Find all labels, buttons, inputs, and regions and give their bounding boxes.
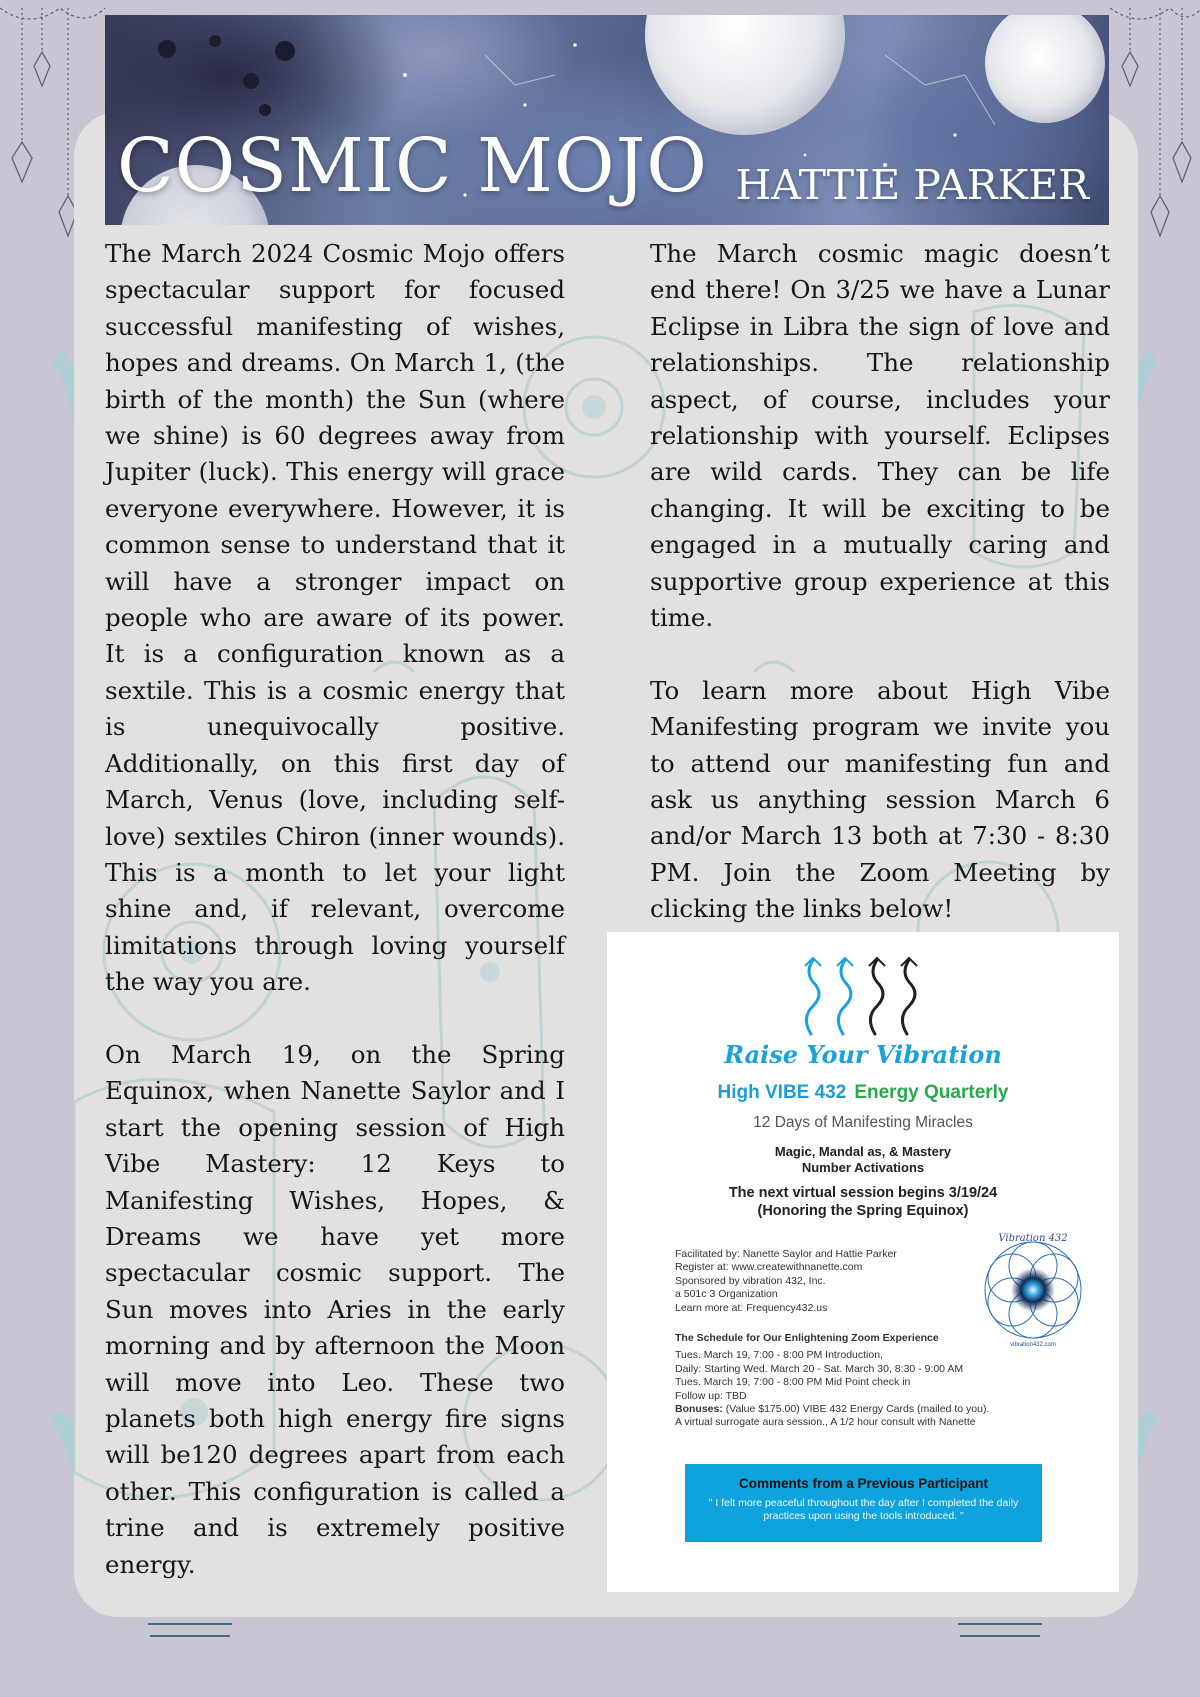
article-right-column <box>650 236 1110 928</box>
flyer-subtitle-2-line2: Number Activations <box>801 1160 925 1175</box>
article-left-column <box>105 236 565 1583</box>
moon-large-icon <box>645 15 845 135</box>
svg-text:Vibration 432: Vibration 432 <box>998 1233 1068 1244</box>
schedule-line: Daily: Starting Wed. March 20 - Sat. March 30, 8:30 - 9:00 AM <box>675 1362 964 1375</box>
flyer-subtitle: 12 Days of Manifesting Miracles <box>753 1114 973 1131</box>
flyer-headline <box>607 1082 1119 1104</box>
flyer-subtitle-2-line1: Magic, Mandal as, & Mastery <box>774 1144 952 1159</box>
event-flyer <box>607 932 1119 1592</box>
flyer-session-line1: The next virtual session begins 3/19/24 <box>728 1185 998 1201</box>
mandala-emblem-icon <box>973 1228 1093 1348</box>
author-name: HATTIE PARKER <box>735 161 1089 209</box>
schedule-title: The Schedule for Our Enlightening Zoom Experience <box>675 1332 939 1344</box>
bonuses-text: (Value $175.00) VIBE 432 Energy Cards (mailed to you). <box>722 1403 990 1416</box>
article-paragraph: The March 2024 Cosmic Mojo offers spectacular support for focused successful manifesting of wishes, hopes and dreams. On March 1, (the birth of the month) the Sun (where we shine) is 60 degrees away from Jupiter (luck). This energy will grace everyone everywhere. However, it is common sense to understand that it will have a stronger impact on people who are aware of its power. It is a configuration known as a sextile. This is a cosmic energy that is unequivocally positive. Additionally, on this first day of March, Venus (love, including self-love) sextiles Chiron (inner wounds). This is a month to let your light shine and, if relevant, overcome limitations through loving yourself the way you are. <box>105 239 565 997</box>
flyer-info-line: Facilitated by: Nanette Saylor and Hattie Parker <box>675 1248 897 1260</box>
flyer-info-block <box>675 1248 975 1315</box>
flyer-schedule <box>675 1332 1095 1430</box>
schedule-line: Tues. March 19, 7:00 - 8:00 PM Introduction, <box>675 1349 883 1362</box>
schedule-line: Follow up: TBD <box>675 1389 747 1402</box>
comments-title: Comments from a Previous Participant <box>738 1476 989 1491</box>
header-banner <box>105 15 1109 225</box>
flyer-tagline: Raise Your Vibration <box>724 1040 1002 1069</box>
flyer-info-line: Register at: www.createwithnanette.com <box>675 1261 863 1274</box>
flyer-info-line: a 501c 3 Organization <box>675 1288 778 1301</box>
page-title: COSMIC MOJO <box>117 123 708 209</box>
schedule-line: Tues. March 19, 7:00 - 8:00 PM Mid Point check in <box>675 1376 911 1389</box>
snake-icon <box>793 956 933 1036</box>
article-paragraph: On March 19, on the Spring Equinox, when Nanette Saylor and I start the opening session of High Vibe Mastery: 12 Keys to Manifesting Wishes, Hopes, & Dreams we have yet more spectacular cosmic support. The Sun moves into Aries in the early morning and by afternoon the Moon will move into Leo. These two planets both high energy fire signs will be120 degrees apart from each other. This configuration is called a trine and is extremely positive energy. <box>105 1039 565 1579</box>
flyer-subtitle-2 <box>607 1144 1119 1176</box>
bonuses-line <box>675 1403 1095 1416</box>
flyer-session-notice <box>607 1184 1119 1220</box>
svg-text:vibration432.com: vibration432.com <box>1010 1342 1056 1348</box>
article-paragraph: The March cosmic magic doesn’t end there! On 3/25 we have a Lunar Eclipse in Libra the sign of love and relationships. The relationship aspect, of course, includes your relationship with yourself. Eclipses are wild cards. They can be life changing. It will be exciting to be engaged in a mutually caring and supportive group experience at this time. <box>650 239 1110 633</box>
flyer-info-line: Learn more at: Frequency432.us <box>675 1301 828 1314</box>
flyer-headline-part1: High VIBE 432 <box>717 1082 847 1103</box>
comments-quote: " I felt more peaceful throughout the day after I completed the daily practices upon using the tools introduced. " <box>708 1497 1019 1522</box>
flyer-headline-part2: Energy Quarterly <box>854 1082 1009 1103</box>
flyer-info-line: Sponsored by vibration 432, Inc. <box>675 1274 826 1287</box>
comments-box <box>685 1464 1042 1542</box>
flyer-session-line2: (Honoring the Spring Equinox) <box>757 1203 969 1219</box>
bonuses-line-2: A virtual surrogate aura session., A 1/2 hour consult with Nanette <box>675 1416 976 1429</box>
article-paragraph: To learn more about High Vibe Manifesting program we invite you to attend our manifesting fun and ask us anything session March 6 and/or March 13 both at 7:30 - 8:30 PM. Join the Zoom Meeting by clicking the links below! <box>650 675 1110 924</box>
moon-small-icon <box>985 15 1105 123</box>
bonuses-label: Bonuses: <box>675 1403 723 1416</box>
